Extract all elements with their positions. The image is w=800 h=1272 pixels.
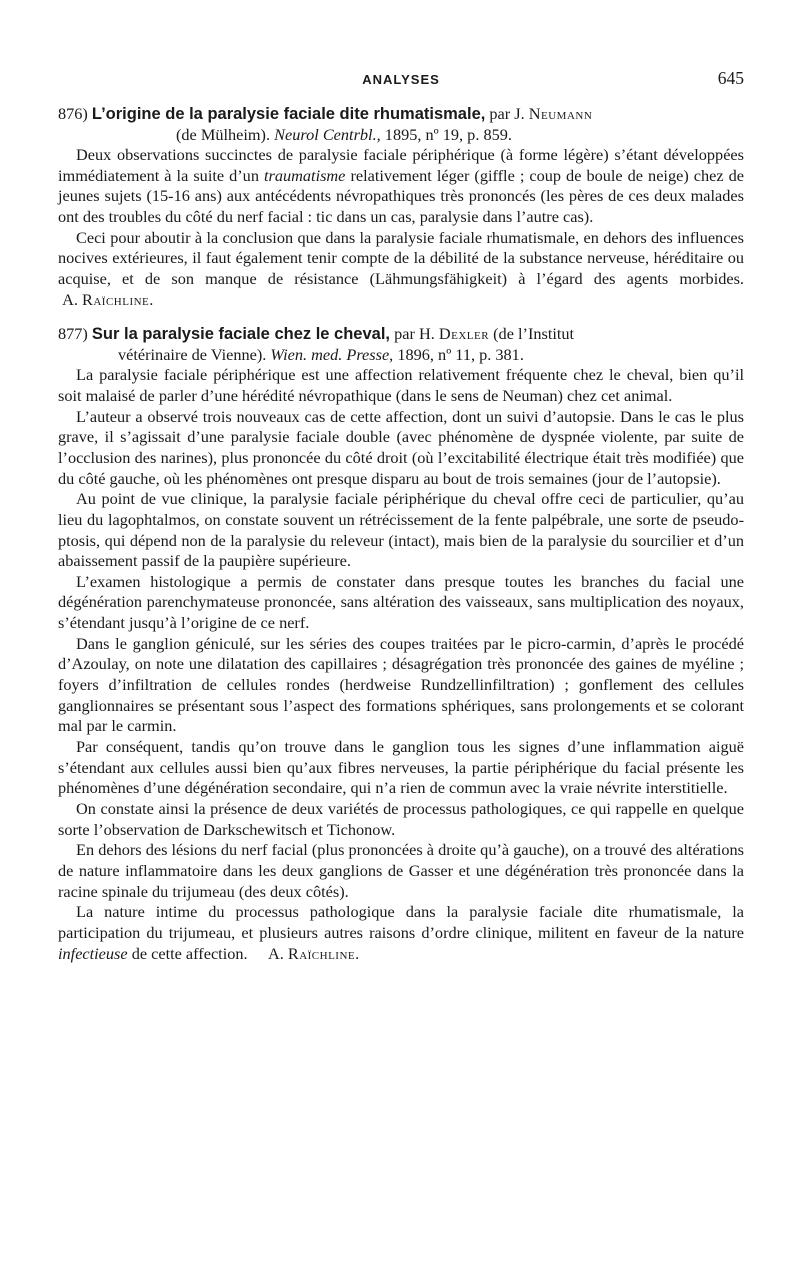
article-876-para1-text: Deux observations succinctes de paralysie faciale périphérique (à forme légère) s’étant développées immédiatement à la suite d’un — [58, 145, 744, 185]
article-877-journal: Wien. med. Presse, — [270, 344, 394, 364]
article-876-signature-initial: A. — [62, 289, 78, 309]
article-876-author: Neumann — [528, 104, 593, 123]
article-876-paragraph — [58, 145, 744, 228]
article-877-citation: 1896, nº 11, p. 381. — [397, 344, 524, 364]
article-877-last-italic: infectieuse — [58, 943, 128, 963]
article-877-paragraph: Par conséquent, tandis qu’on trouve dans le ganglion tous les signes d’une inflammation aiguë s’étendant aux cellules aussi bien qu’aux fibres nerveuses, la partie périphérique du facial présente les phénomènes d’une dégénération secondaire, qui n’a rien de commun avec la vraie névrite interstitielle. — [58, 737, 744, 798]
article-877-signature-name: Raïchline. — [287, 943, 360, 963]
article-877-last-text: La nature intime du processus pathologique dans la paralysie faciale dite rhumatismale, la participation du trijumeau, et plusieurs autres raisons d’ordre clinique, militent en faveur de la nature — [58, 902, 744, 942]
article-876-heading — [58, 104, 744, 145]
article-877-paragraph — [58, 902, 744, 964]
page-number: 645 — [717, 68, 744, 88]
article-877-origin-b: vétérinaire de Vienne). — [118, 344, 267, 364]
article-877-author: Dexler — [438, 324, 490, 344]
article-876-journal: Neurol Centrbl., — [274, 124, 381, 144]
article-877-paragraph: En dehors des lésions du nerf facial (plus prononcées à droite qu’à gauche), on a trouvé des altérations de nature inflammatoire dans les deux ganglions de Gasser et une dégénération très prononcée dans la racine spinale du trijumeau (des deux côtés). — [58, 840, 744, 901]
article-877-paragraph: Dans le ganglion géniculé, sur les séries des coupes traitées par le picro-carmin, d’après le procédé d’Azoulay, on note une dilatation des capillaires ; désagrégation très prononcée des gaines de myéline ; foyers d’infiltration de cellules rondes (herdweise Rundzellinfiltration) ; gonflement des cellules ganglionnaires se présentant sous l’aspect des formations sphériques, sans prolongements et se colorant mal par le carmin. — [58, 633, 744, 736]
article-877-paragraph: Au point de vue clinique, la paralysie faciale périphérique du cheval offre ceci de particulier, qu’au lieu du lagophtalmos, on constate souvent un rétrécissement de la fente palpébrale, une sorte de pseudo-ptosis, qui dépend non de la paralysie du releveur (intact), mais bien de la paralysie du sourcilier et d’un abaissement passif de la paupière supérieure. — [58, 489, 744, 571]
page — [58, 64, 744, 964]
article-876-author-prefix: par J. — [489, 104, 525, 123]
article-876-signature — [58, 290, 154, 309]
article-877-title: Sur la paralysie faciale chez le cheval, — [91, 325, 391, 344]
article-877-origin-a: (de l’Institut — [493, 324, 575, 344]
article-876-number: 876) — [58, 104, 88, 123]
article-876-para1-italic: traumatisme — [264, 165, 346, 185]
article-876-para2-text: Ceci pour aboutir à la conclusion que dans la paralysie faciale rhumatismale, en dehors des influences nocives extérieures, il faut également tenir compte de la débilité de la substance nerveuse, héréditaire ou acquise, et de son manque de résistance (Lähmungsfähigkeit) à l’égard des agents morbides. — [58, 227, 744, 288]
article-876-citation-line — [58, 125, 744, 146]
article-876-signature-name: Raïchline. — [81, 289, 154, 309]
article-877-paragraph: La paralysie faciale périphérique est une affection relativement fréquente chez le cheval, bien qu’il soit malaisé de parler d’une hérédité névropathique (dans le sens de Neuman) chez cet animal. — [58, 365, 744, 405]
article-876-citation: 1895, nº 19, p. 859. — [384, 124, 512, 144]
article-877-paragraph: L’examen histologique a permis de constater dans presque toutes les branches du facial une dégénération parenchymateuse prononcée, sans altération des vaisseaux, sans multiplication des noyaux, s’étendant jusqu’à l’origine de ce nerf. — [58, 571, 744, 633]
article-877-citation-line — [58, 345, 744, 366]
article-877-signature — [252, 944, 360, 963]
running-header — [58, 64, 744, 98]
article-877-paragraph: On constate ainsi la présence de deux variétés de processus pathologiques, ce qui rappelle en quelque sorte l’observation de Darkschewitsch et Tichonow. — [58, 799, 744, 839]
running-title: ANALYSES — [362, 72, 440, 87]
article-876-para1-text-end: relativement léger (giffle ; coup de boule de neige) chez de jeunes sujets (15-16 ans) aux antécédents névropathiques très prononcés (les pères de ces deux malades ont des troubles du côté du nerf facial : tic dans un cas, paralysie dans l’autre cas). — [58, 165, 744, 226]
article-877-heading — [58, 324, 744, 365]
article-877-author-prefix: par H. — [394, 324, 435, 344]
article-877-last-text-end: de cette affection. — [131, 943, 248, 963]
article-877-paragraph: L’auteur a observé trois nouveaux cas de cette affection, dont un suivi d’autopsie. Dans le cas le plus grave, il s’agissait d’une paralysie faciale double (avec phénomène de dyspnée violente, par suite de l’occlusion des narines), plus prononcée du côté droit (où l’excitabilité électrique était très modifiée) que du côté gauche, où les phénomènes ont presque disparu au bout de trois semaines (jour de l’autopsie). — [58, 406, 744, 488]
article-876-origin: (de Mülheim). — [176, 124, 271, 144]
article-877-number: 877) — [58, 324, 88, 344]
article-876-title: L’origine de la paralysie faciale dite rhumatismale, — [91, 105, 486, 123]
article-877-signature-initial: A. — [267, 943, 284, 963]
article-876-paragraph — [58, 228, 744, 311]
